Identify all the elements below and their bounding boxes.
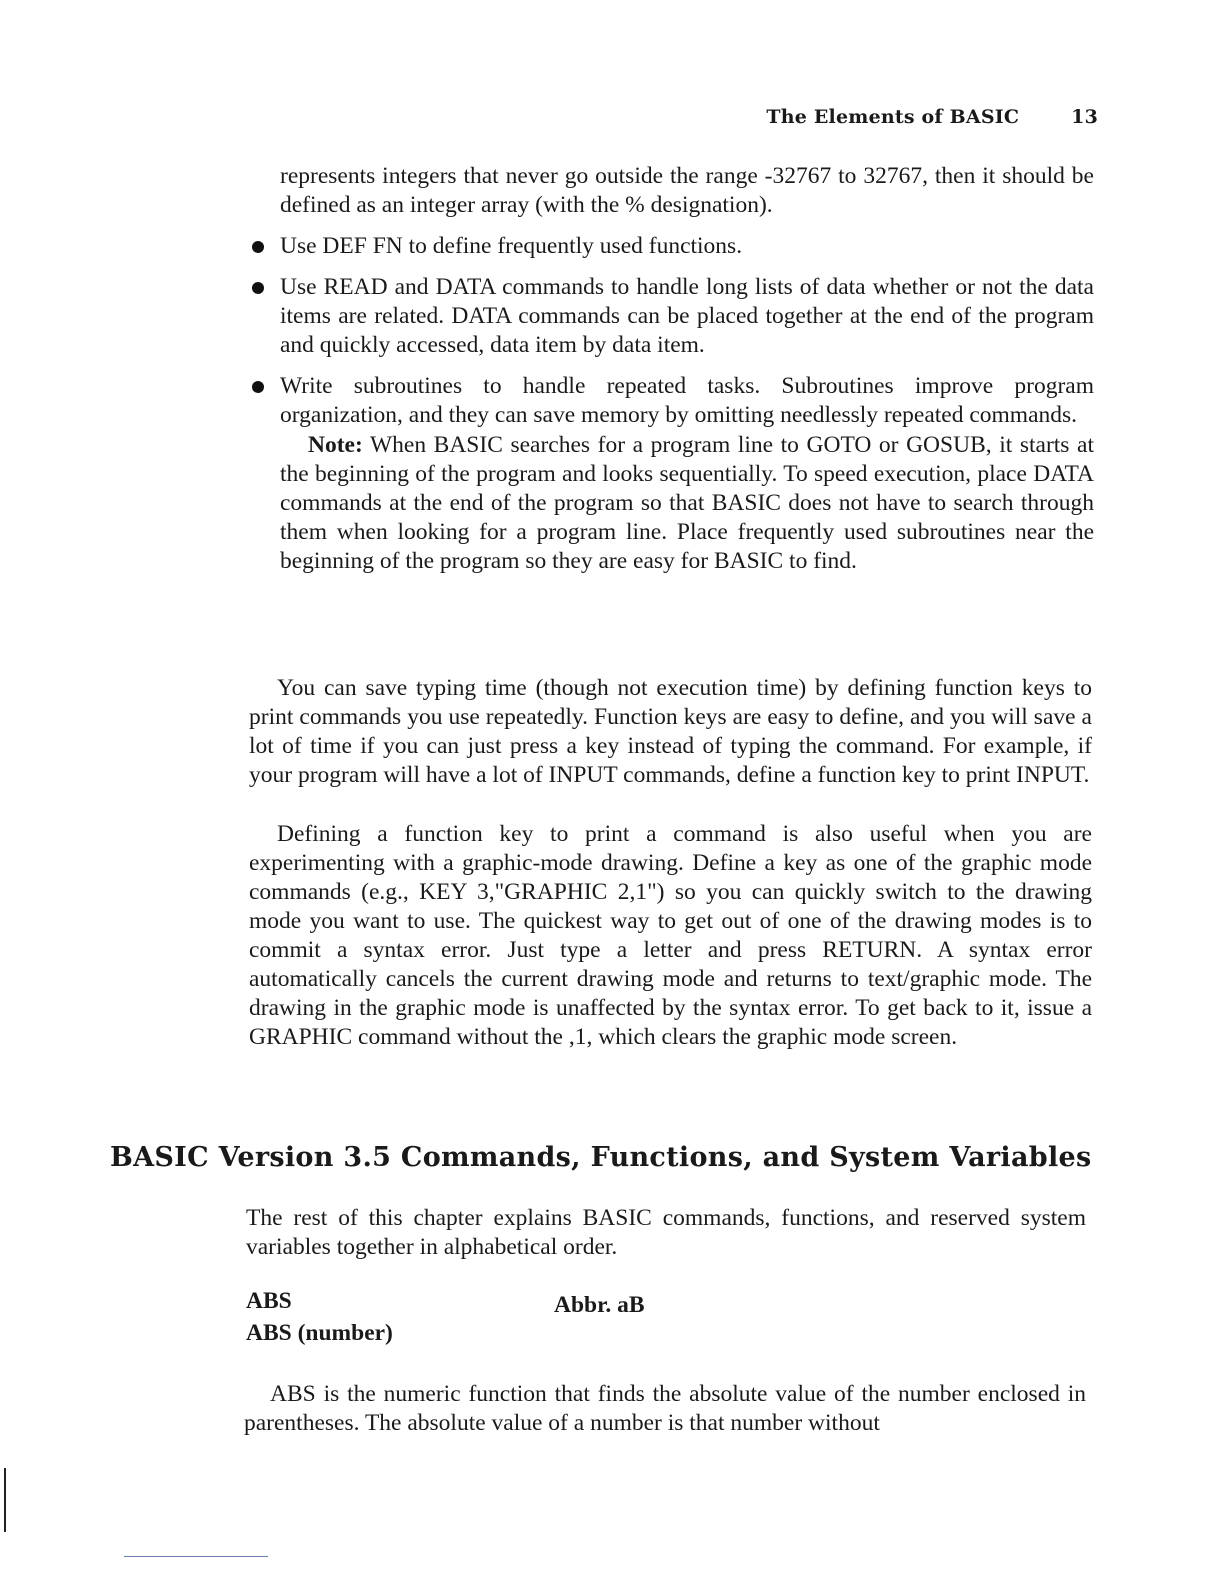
- bullet-dot-icon: [252, 381, 264, 393]
- footer-rule: [124, 1556, 268, 1557]
- tips-bullet-list: [248, 232, 1094, 588]
- bullet-dot-icon: [252, 241, 264, 253]
- paragraph-text: You can save typing time (though not execution time) by defining function keys to print commands you use repeatedly. Function keys are easy to define, and you will save a lot of time if you can just press a key instead of typing the command. For example, if your program will have a lot of INPUT commands, define a function key to print INPUT.: [249, 675, 1092, 788]
- note-text: When BASIC searches for a program line to GOTO or GOSUB, it starts at the beginning of the program and looks sequentially. To speed execution, place DATA commands at the end of the program so that BASIC does not have to search through them when looking for a program line. Place frequently used subroutines near the beginning of the program so they are easy for BASIC to find.: [280, 432, 1094, 574]
- bullet-text: Use DEF FN to define frequently used functions.: [280, 233, 743, 259]
- scan-edge-mark: [4, 1468, 6, 1532]
- bullet-text: Write subroutines to handle repeated tasks. Subroutines improve program organization, and they can save memory by omitting needlessly repeated commands.: [280, 373, 1094, 428]
- bullet-item: [248, 232, 1094, 261]
- note-paragraph: [280, 431, 1094, 576]
- continued-paragraph: represents integers that never go outside the range -32767 to 32767, then it should be defined as an integer array (with the % designation).: [280, 163, 1094, 218]
- graphic-mode-paragraph: [249, 820, 1092, 1052]
- entry-name: ABS: [246, 1288, 292, 1314]
- section-intro: The rest of this chapter explains BASIC commands, functions, and reserved system variables together in alphabetical order.: [246, 1205, 1086, 1260]
- section-heading: BASIC Version 3.5 Commands, Functions, and System Variables: [110, 1142, 1092, 1173]
- entry-description: [244, 1380, 1086, 1438]
- entry-syntax: ABS (number): [246, 1320, 393, 1346]
- function-keys-paragraph: [249, 674, 1092, 790]
- note-label: Note:: [308, 432, 363, 458]
- header-title: The Elements of BASIC: [766, 106, 1020, 128]
- bullet-dot-icon: [252, 282, 264, 294]
- bullet-item: [248, 273, 1094, 360]
- paragraph-text: ABS is the numeric function that finds the absolute value of the number enclosed in parentheses. The absolute value of a number is that number without: [244, 1381, 1086, 1436]
- bullet-text: Use READ and DATA commands to handle long lists of data whether or not the data items are related. DATA commands can be placed together at the end of the program and quickly accessed, data item by data item.: [280, 274, 1094, 358]
- paragraph-text: Defining a function key to print a command is also useful when you are experimenting with a graphic-mode drawing. Define a key as one of the graphic mode commands (e.g., KEY 3,"GRAPHIC 2,1") so you can quickly switch to the drawing mode you want to use. The quickest way to get out of one of the drawing modes is to commit a syntax error. Just type a letter and press RETURN. A syntax error automatically cancels the current drawing mode and returns to text/graphic mode. The drawing in the graphic mode is unaffected by the syntax error. To get back to it, issue a GRAPHIC command without the ,1, which clears the graphic mode screen.: [249, 821, 1092, 1050]
- page-number: 13: [1071, 106, 1098, 128]
- running-header: [766, 106, 1098, 128]
- bullet-item: [248, 372, 1094, 576]
- entry-abbreviation: Abbr. aB: [554, 1292, 645, 1318]
